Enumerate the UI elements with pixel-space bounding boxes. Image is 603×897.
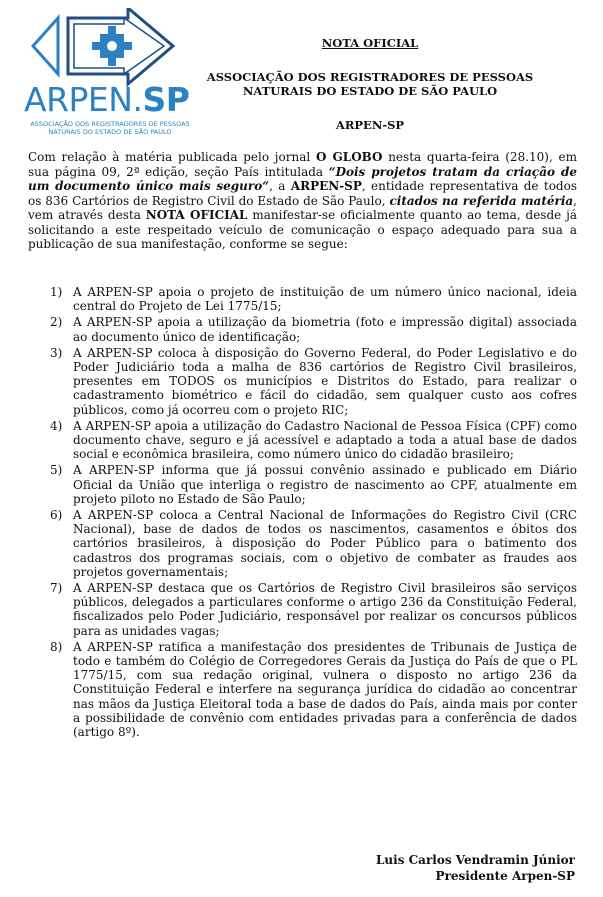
signature-block — [376, 852, 575, 884]
signatory-name: Luis Carlos Vendramin Júnior — [375, 853, 575, 867]
position-list — [28, 285, 577, 741]
arpen-emblem-icon — [28, 8, 178, 88]
list-item: 3) A ARPEN-SP coloca à disposição do Governo Federal, do Poder Legislativo e do Poder Judiciário toda a malha de 836 cartórios de Registro Civil brasileiros, presentes em TODOS os municípios e Distritos do Estado, para realizar o cadastramento biométrico e fácil do cidadão, sem qualquer custo aos cofres públicos, como já ocorreu com o projeto RIC; — [50, 345, 577, 417]
list-item: 6) A ARPEN-SP coloca a Central Nacional de Informações do Registro Civil (CRC Nacional), base de dados de todos os nascimentos, casamentos e óbitos dos cartórios brasileiros, à disposição do Poder Público para o batimento dos cadastros dos programas sociais, com o objetivo de combater as fraudes aos projetos governamentais; — [50, 508, 577, 579]
brand-name: ARPEN.SP — [24, 80, 190, 119]
list-item: 2) A ARPEN-SP apoia a utilização da biometria (foto e impressão digital) associada ao documento único de identificação; — [50, 315, 577, 344]
brand-tagline: ASSOCIAÇÃO DOS REGISTRADORES DE PESSOAS NATURAIS DO ESTADO DE SÃO PAULO — [30, 120, 190, 136]
note-title: NOTA OFICIAL — [321, 36, 419, 50]
association-abbr: ARPEN-SP — [335, 118, 405, 132]
list-item: 4) A ARPEN-SP apoia a utilização do Cadastro Nacional de Pessoa Física (CPF) como documento chave, seguro e já acessível e adaptado a toda a atual base de dados social e econômica brasileira, como número único do cidadão brasileiro; — [50, 418, 577, 462]
list-item: 5) A ARPEN-SP informa que já possui convênio assinado e publicado em Diário Oficial da União que interliga o registro de nascimento ao CPF, atualmente em projeto piloto no Estado de São Paulo; — [50, 463, 577, 506]
signatory-role: Presidente Arpen-SP — [435, 869, 575, 883]
list-item: 8) A ARPEN-SP ratifica a manifestação dos presidentes de Tribunais de Justiça de todo e também do Colégio de Corregedores Gerais da Justiça do País de que o PL 1775/15, com sua redação original, vulnera o disposto no artigo 236 da Constituição Federal e interfere na segurança jurídica do cidadão ao concentrar nas mãos da Justiça Eleitoral toda a base de dados do País, ainda mais por conter a possibilidade de convênio com entidades privadas para a conferência de dados (artigo 8º). — [50, 639, 577, 740]
arpen-logo — [18, 8, 198, 138]
association-name: ASSOCIAÇÃO DOS REGISTRADORES DE PESSOAS NATURAIS DO ESTADO DE SÃO PAULO — [206, 70, 534, 98]
list-item: 7) A ARPEN-SP destaca que os Cartórios de Registro Civil brasileiros são serviços públicos, delegados a particulares conforme o artigo 236 da Constituição Federal, fiscalizados pelo Poder Judiciário, responsável por realizar os concursos públicos para as unidades vagas; — [50, 581, 577, 638]
list-item: 1) A ARPEN-SP apoia o projeto de instituição de um número único nacional, ideia central do Projeto de Lei 1775/15; — [50, 285, 577, 314]
intro-paragraph: Com relação à matéria publicada pelo jornal O GLOBO nesta quarta-feira (28.10), em sua página 09, 2ª edição, seção País intitulada “Dois projetos tratam da criação de um documento único mais seguro“, a ARPEN-SP, entidade representativa de todos os 836 Cartórios de Registro Civil do Estado de São Paulo, citados na referida matéria, vem através desta NOTA OFICIAL manifestar-se oficialmente quanto ao tema, desde já solicitando a este respeitado veículo de comunicação o espaço adequado para sua a publicação de sua manifestação, conforme se segue: — [28, 150, 577, 251]
